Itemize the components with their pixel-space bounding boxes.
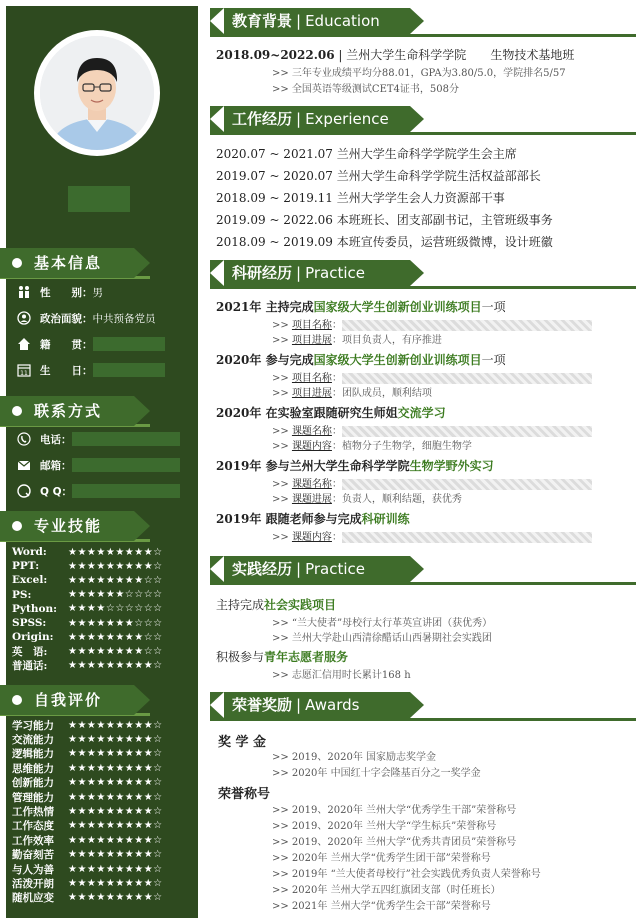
native-mask [93,337,165,351]
row-label: Origin: [12,631,54,644]
skill-row [12,602,163,616]
rating-stars: ★★★★★★★★★☆ [68,820,163,832]
honor-item: >> 2020年 兰州大学“优秀学生团干部”荣誉称号 [272,853,491,864]
name-mask [68,186,130,212]
rating-stars: ★★★★★★★★☆☆ [68,645,163,657]
eval-row [12,862,163,876]
basic-info-header: 基本信息 [0,248,134,278]
eval-row [12,876,163,890]
awards-header: 荣誉奖励 | Awards [206,688,636,722]
rating-stars: ★★★★★★★★★☆ [68,791,163,803]
research-sub: >> 项目名称： [272,369,592,384]
research-header: 科研经历 | Practice [206,256,636,290]
research-item: 2021年 主持完成国家级大学生创新创业训练项目一项 [216,300,506,314]
scholarship-item: >> 2020年 中国红十字会隆基百分之一奖学金 [272,768,481,779]
honor-item: >> 2021年 兰州大学“优秀学生会干部”荣誉称号 [272,901,491,912]
eval-header: 自我评价 [0,685,134,715]
education-sub: >> 全国英语等级测试CET4证书，508分 [272,84,460,95]
calendar-icon [16,362,32,378]
research-item: 2020年 在实验室跟随研究生师姐交流学习 [216,406,446,420]
birth-row: 11 生 日： [16,361,165,379]
rating-stars: ★★★★★★★★☆☆ [68,574,163,586]
contact-header: 联系方式 [0,396,134,426]
skill-row [12,659,163,673]
practice-header: 实践经历 | Practice [206,552,636,586]
rating-stars: ★★★★★★★★★☆ [68,660,163,672]
row-label: 普通话: [12,660,48,673]
eval-row [12,790,163,804]
svg-text:11: 11 [20,370,28,377]
row-label: 学习能力 [12,719,54,732]
qq-mask [72,484,180,498]
row-label: 工作效率 [12,834,54,847]
bullet-icon [12,258,22,268]
eval-row [12,848,163,862]
practice-sub: >> “兰大使者”母校行太行革英宣讲团（获优秀） [272,618,493,629]
eval-row [12,891,163,905]
row-label: 英 语: [12,645,48,658]
rating-stars: ★★★★☆☆☆☆☆☆ [68,603,163,615]
research-item: 2020年 参与完成国家级大学生创新创业训练项目一项 [216,353,506,367]
phone-icon [16,431,32,447]
row-label: SPSS: [12,617,47,629]
experience-item: 2019.07 ~ 2020.07 兰州大学生命科学学院生活权益部部长 [216,169,541,183]
research-item: 2019年 参与兰州大学生命科学学院生物学野外实习 [216,459,494,473]
row-label: 活泼开朗 [12,877,54,890]
research-sub: >> 项目进展：项目负责人，有序推进 [272,335,442,346]
skill-row [12,644,163,658]
rating-stars: ★★★★★★☆☆☆☆ [68,589,163,601]
experience-item: 2018.09 ~ 2019.11 兰州大学学生会人力资源部干事 [216,191,505,205]
row-label: 创新能力 [12,777,54,790]
experience-item: 2019.09 ~ 2022.06 本班班长、团支部副书记，主管班级事务 [216,213,553,227]
politics-row: 政治面貌： 中共预备党员 [16,309,156,327]
row-label: Python: [12,602,57,615]
honor-item: >> 2019、2020年 兰州大学“优秀共青团员”荣誉称号 [272,837,517,848]
eval-row [12,718,163,732]
eval-row [12,804,163,818]
qq-icon [16,483,32,499]
skill-row [12,616,163,630]
education-header: 教育背景 | Education [206,4,636,38]
phone-mask [72,432,180,446]
native-row: 籍 贯： [16,335,165,353]
bullet-icon [12,521,22,531]
row-label: Excel: [12,574,48,587]
mail-icon [16,457,32,473]
row-label: 勤奋刻苦 [12,849,54,862]
research-sub: >> 课题名称： [272,422,592,437]
research-sub: >> 项目名称： [272,316,592,331]
row-label: 工作热情 [12,805,54,818]
honor-item: >> 2019、2020年 兰州大学“学生标兵”荣誉称号 [272,821,497,832]
experience-header: 工作经历 | Experience [206,102,636,136]
row-label: 与人为善 [12,863,54,876]
scholarship-item: >> 2019、2020年 国家励志奖学金 [272,752,437,763]
email-mask [72,458,180,472]
eval-row [12,732,163,746]
row-label: PPT: [12,560,40,573]
eval-row [12,776,163,790]
rating-stars: ★★★★★★★★★☆ [68,877,163,889]
email-row: 邮箱： [16,456,180,474]
bullet-icon [12,695,22,705]
education-line: 2018.09~2022.06 | 兰州大学生命科学学院 生物技术基地班 [216,48,575,62]
people-icon [16,284,32,300]
skills-header: 专业技能 [0,511,134,541]
research-sub: >> 课题内容： [272,528,592,543]
honor-title: 荣誉称号 [218,787,271,802]
skill-row [12,559,163,573]
gender-row: 性 别： 男 [16,283,103,301]
skill-row [12,545,163,559]
avatar [40,36,154,150]
practice-item: 主持完成社会实践项目 [216,598,337,612]
rating-stars: ★★★★★★★★★☆ [68,805,163,817]
eval-row [12,819,163,833]
honor-item: >> 2020年 兰州大学五四红旗团支部（时任班长） [272,885,501,896]
row-label: PS: [12,588,32,601]
rating-stars: ★★★★★★★☆☆☆ [68,617,163,629]
rating-stars: ★★★★★★★★★☆ [68,546,163,558]
eval-row [12,761,163,775]
rating-stars: ★★★★★★★★★☆ [68,560,163,572]
honor-item: >> 2019、2020年 兰州大学“优秀学生干部”荣誉称号 [272,805,517,816]
rating-stars: ★★★★★★★★★☆ [68,777,163,789]
skill-row [12,588,163,602]
rating-stars: ★★★★★★★★★☆ [68,748,163,760]
research-sub: >> 项目进展：团队成员，顺利结项 [272,388,432,399]
rating-stars: ★★★★★★★★★☆ [68,762,163,774]
birth-mask [93,363,165,377]
skill-row [12,573,163,587]
practice-sub: >> 志愿汇信用时长累计168 h [272,670,411,681]
skill-row [12,630,163,644]
row-label: 思维能力 [12,762,54,775]
research-sub: >> 课题名称： [272,475,592,490]
rating-stars: ★★★★★★★★★☆ [68,849,163,861]
experience-item: 2018.09 ~ 2019.09 本班宣传委员，运营班级微博，设计班徽 [216,235,553,249]
rating-stars: ★★★★★★★★★☆ [68,863,163,875]
person-circle-icon [16,310,32,326]
rating-stars: ★★★★★★★★★☆ [68,834,163,846]
scholarship-title: 奖 学 金 [218,735,267,750]
phone-row: 电话： [16,430,180,448]
qq-row: Q Q： [16,482,180,500]
home-icon [16,336,32,352]
practice-sub: >> 兰州大学赴山西清徐醋话山西暑期社会实践团 [272,633,492,644]
row-label: 随机应变 [12,892,54,905]
eval-row [12,833,163,847]
education-sub: >> 三年专业成绩平均分88.01，GPA为3.80/5.0，学院排名5/57 [272,68,566,79]
honor-item: >> 2019年 “兰大使者母校行”社会实践优秀负责人荣誉称号 [272,869,541,880]
rating-stars: ★★★★★★★★★☆ [68,892,163,904]
eval-row [12,747,163,761]
row-label: Word: [12,546,47,558]
row-label: 交流能力 [12,733,54,746]
practice-item: 积极参与青年志愿者服务 [216,650,349,664]
row-label: 工作态度 [12,820,54,833]
rating-stars: ★★★★★★★★★☆ [68,733,163,745]
bullet-icon [12,406,22,416]
rating-stars: ★★★★★★★★★☆ [68,719,163,731]
row-label: 管理能力 [12,791,54,804]
research-item: 2019年 跟随老师参与完成科研训练 [216,512,410,526]
research-sub: >> 课题内容：植物分子生物学，细胞生物学 [272,441,472,452]
research-sub: >> 课题进展：负责人，顺利结题，获优秀 [272,494,462,505]
rating-stars: ★★★★★★★★☆☆ [68,631,163,643]
experience-item: 2020.07 ~ 2021.07 兰州大学生命科学学院学生会主席 [216,147,517,161]
row-label: 逻辑能力 [12,748,54,761]
